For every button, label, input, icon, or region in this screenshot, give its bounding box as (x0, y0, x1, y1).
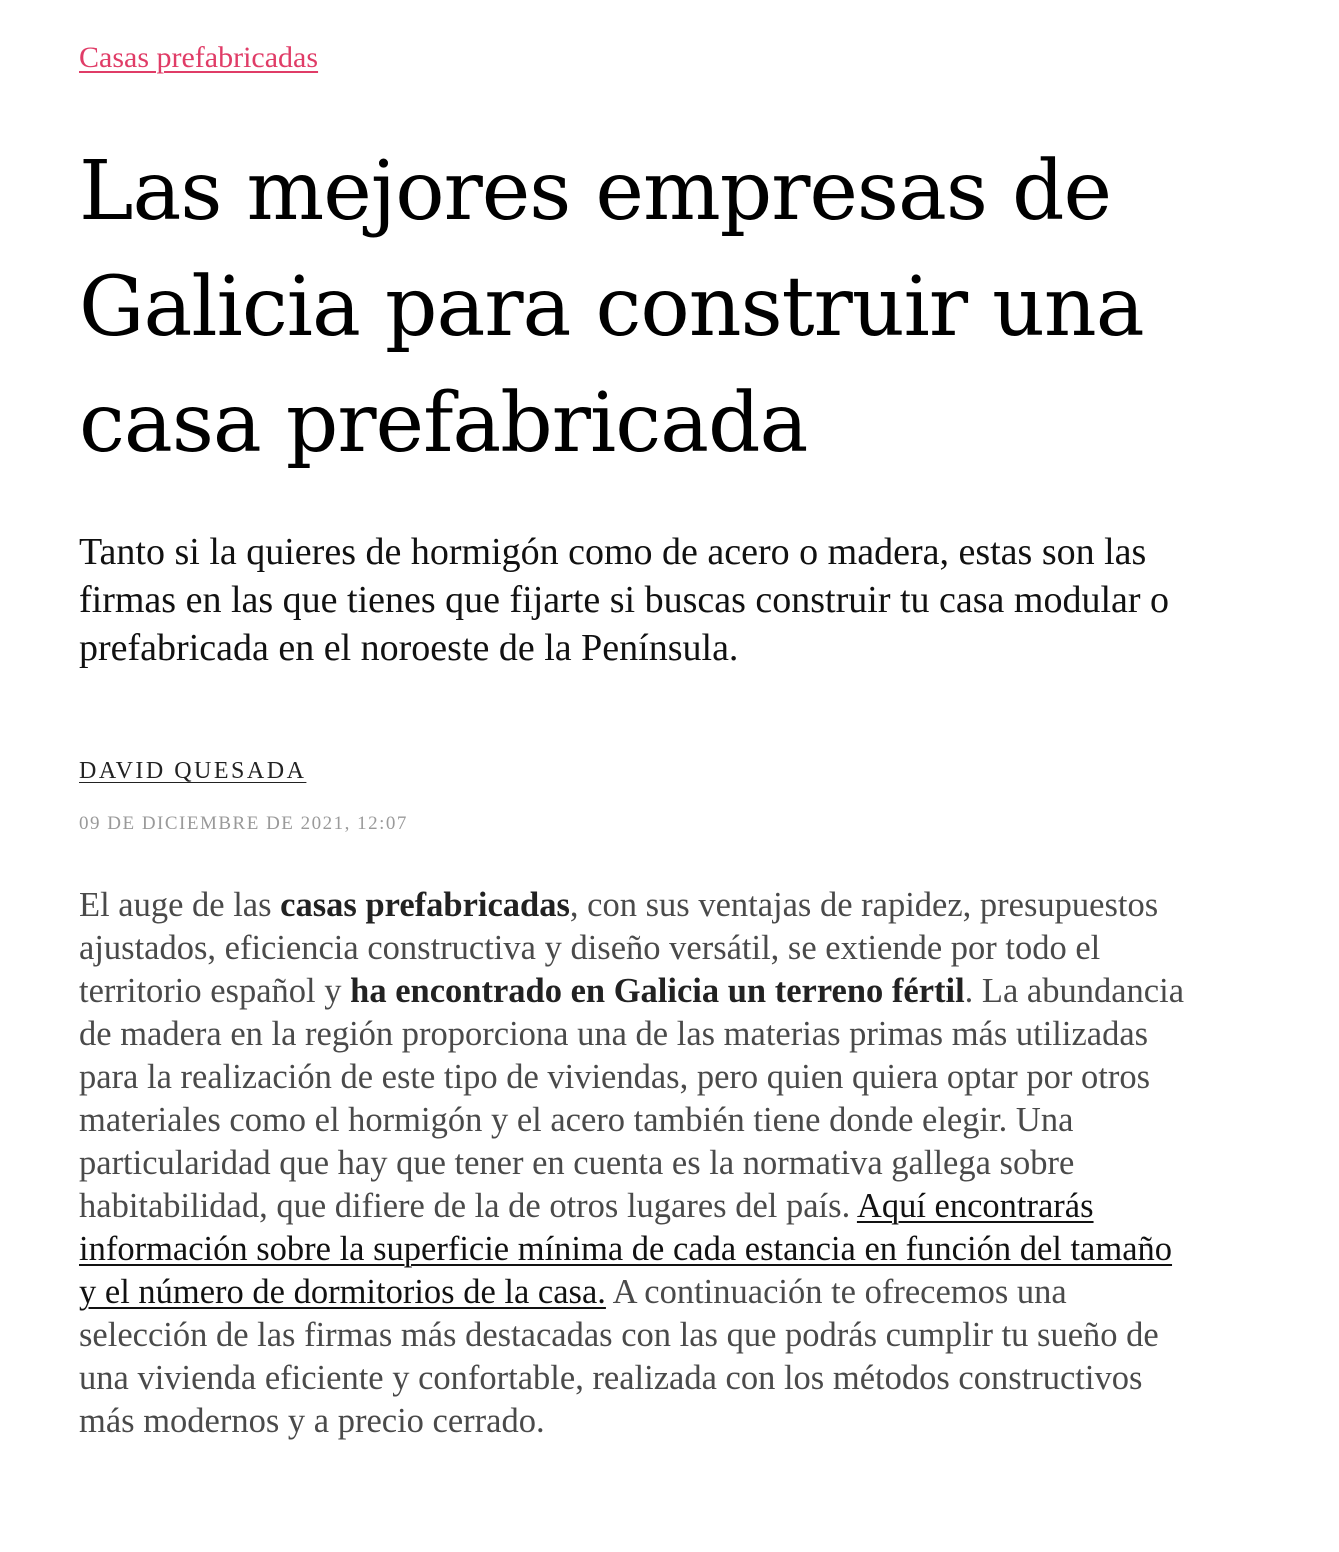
subtitle-line: Tanto si la quieres de hormigón como de acero o madera, estas son las (79, 531, 1147, 573)
article-subtitle (79, 528, 1279, 672)
subtitle-line: firmas en las que tienes que fijarte si buscas construir tu casa modular o (79, 579, 1170, 621)
body-text-segment: territorio español y (79, 972, 351, 1010)
body-text-segment: , con sus ventajas de rapidez, presupuestos (569, 886, 1159, 924)
body-text-segment: habitabilidad, que difiere de la de otros lugares del país. (79, 1187, 857, 1225)
category-link[interactable]: Casas prefabricadas (79, 41, 319, 74)
habitability-info-link[interactable]: y el número de dormitorios de la casa. (79, 1273, 606, 1311)
habitability-info-link[interactable]: Aquí encontrarás (856, 1187, 1094, 1225)
article-headline (79, 134, 1229, 482)
article-body-paragraph (79, 884, 1279, 1443)
body-line: materiales como el hormigón y el acero también tiene donde elegir. Una (79, 1101, 1074, 1139)
body-text-segment: El auge de las (79, 886, 281, 924)
bold-phrase-galicia: ha encontrado en Galicia un terreno fértil (350, 972, 965, 1010)
bold-phrase-casas-prefabricadas: casas prefabricadas (280, 886, 570, 924)
body-text-segment: . La abundancia (964, 972, 1185, 1010)
body-line (79, 1185, 1279, 1228)
headline-line: Galicia para construir una (79, 260, 1144, 355)
habitability-info-link[interactable]: información sobre la superficie mínima de cada estancia en función del tamaño (79, 1230, 1173, 1268)
body-line (79, 1271, 1279, 1314)
headline-line: casa prefabricada (79, 376, 808, 471)
body-line: particularidad que hay que tener en cuenta es la normativa gallega sobre (79, 1144, 1075, 1182)
body-line: selección de las firmas más destacadas con las que podrás cumplir tu sueño de (79, 1316, 1159, 1354)
body-line: más modernos y a precio cerrado. (79, 1402, 545, 1440)
headline-line: Las mejores empresas de (79, 144, 1112, 239)
body-text-segment: A continuación te ofrecemos una (605, 1273, 1067, 1311)
subtitle-line: prefabricada en el noroeste de la Península. (79, 627, 739, 669)
body-line: ajustados, eficiencia constructiva y diseño versátil, se extiende por todo el (79, 929, 1101, 967)
body-line: una vivienda eficiente y confortable, realizada con los métodos constructivos (79, 1359, 1143, 1397)
publish-date: 09 DE DICIEMBRE DE 2021, 12:07 (79, 813, 408, 834)
body-line (79, 970, 1279, 1013)
body-line (79, 1228, 1279, 1271)
body-line: para la realización de este tipo de viviendas, pero quien quiera optar por otros (79, 1058, 1150, 1096)
author-link[interactable]: DAVID QUESADA (79, 758, 307, 784)
body-line (79, 884, 1279, 927)
body-line: de madera en la región proporciona una de las materias primas más utilizadas (79, 1015, 1149, 1053)
